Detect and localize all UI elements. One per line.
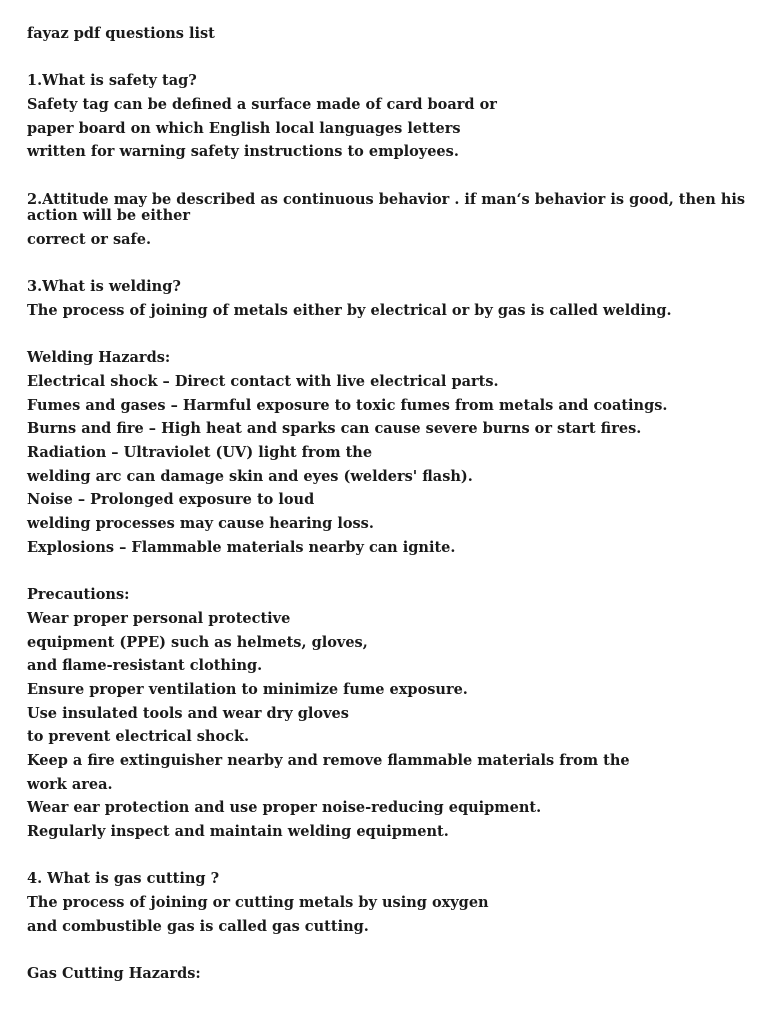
answer-1-line-2: paper board on which English local languages letters	[27, 119, 461, 137]
hazard-line: Explosions – Flammable materials nearby can ignite.	[27, 538, 456, 556]
hazard-line: Noise – Prolonged exposure to loud	[27, 491, 315, 509]
hazard-line: welding arc can damage skin and eyes (welders' flash).	[27, 467, 473, 485]
gas-cutting-hazards-heading: Gas Cutting Hazards:	[27, 965, 201, 983]
blank-line	[27, 164, 747, 188]
precautions-heading: Precautions:	[27, 586, 130, 604]
answer-1-line-3: written for warning safety instructions to employees.	[27, 143, 459, 161]
precaution-line: Wear ear protection and use proper noise-reducing equipment.	[27, 799, 542, 817]
precaution-line: work area.	[27, 775, 113, 793]
question-4-heading: 4. What is gas cutting ?	[27, 870, 220, 888]
precaution-line: Regularly inspect and maintain welding equipment.	[27, 823, 449, 840]
document-title: fayaz pdf questions list	[27, 25, 215, 42]
precaution-line: Ensure proper ventilation to minimize fume exposure.	[27, 680, 468, 698]
blank-line	[27, 938, 747, 962]
question-3-heading: 3.What is welding?	[27, 278, 181, 296]
hazard-line: welding processes may cause hearing loss.	[27, 515, 374, 533]
blank-line	[27, 323, 747, 347]
document-page	[27, 22, 747, 986]
precaution-line: Keep a fire extinguisher nearby and remove flammable materials from the	[27, 751, 630, 769]
hazard-line: Radiation – Ultraviolet (UV) light from the	[27, 444, 373, 461]
precaution-line: Wear proper personal protective	[27, 609, 291, 627]
blank-line	[27, 559, 747, 583]
answer-4-line-1: The process of joining or cutting metals by using oxygen	[27, 894, 489, 912]
blank-line	[27, 46, 747, 70]
question-2-continuation: correct or safe.	[27, 230, 152, 248]
blank-line	[27, 252, 747, 276]
question-2-text: 2.Attitude may be described as continuous behavior . if man‘s behavior is good, then his action will be either	[27, 190, 746, 224]
answer-1-line-1: Safety tag can be defined a surface made of card board or	[27, 96, 497, 114]
hazard-line: Electrical shock – Direct contact with live electrical parts.	[27, 372, 499, 390]
hazard-line: Burns and fire – High heat and sparks can cause severe burns or start fires.	[27, 420, 642, 438]
precaution-line: equipment (PPE) such as helmets, gloves,	[27, 633, 368, 651]
precaution-line: and flame-resistant clothing.	[27, 657, 263, 675]
hazard-line: Fumes and gases – Harmful exposure to toxic fumes from metals and coatings.	[27, 396, 668, 414]
welding-hazards-heading: Welding Hazards:	[27, 349, 171, 367]
answer-4-line-2: and combustible gas is called gas cutting.	[27, 917, 369, 935]
precaution-line: to prevent electrical shock.	[27, 728, 250, 746]
blank-line	[27, 844, 747, 868]
answer-3-line-1: The process of joining of metals either by electrical or by gas is called welding.	[27, 301, 672, 319]
precaution-line: Use insulated tools and wear dry gloves	[27, 704, 349, 722]
question-1-heading: 1.What is safety tag?	[27, 72, 197, 90]
